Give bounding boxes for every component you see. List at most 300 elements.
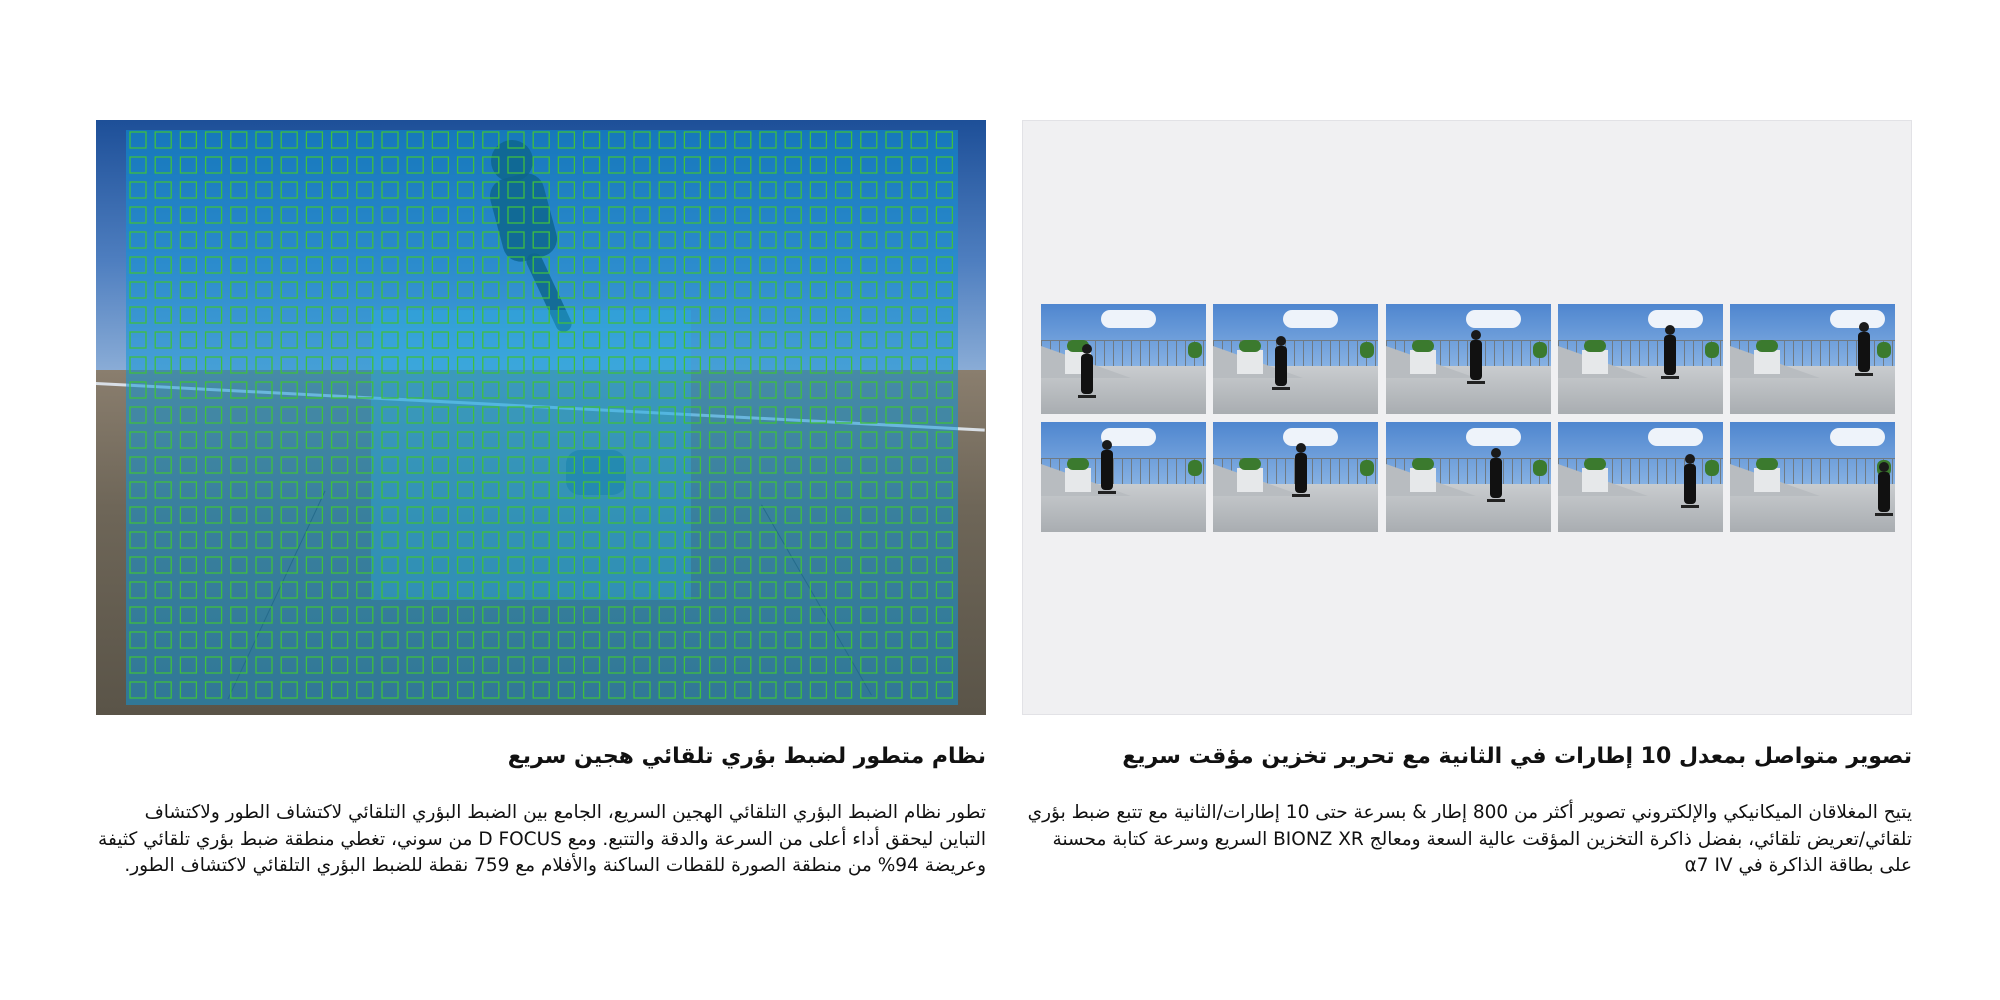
af-point bbox=[861, 182, 877, 198]
af-point bbox=[256, 432, 272, 448]
af-point bbox=[508, 407, 524, 423]
af-point bbox=[785, 507, 801, 523]
af-point bbox=[785, 382, 801, 398]
af-point bbox=[785, 657, 801, 673]
af-point bbox=[609, 282, 625, 298]
af-point bbox=[836, 457, 852, 473]
af-point bbox=[810, 157, 826, 173]
af-point bbox=[256, 207, 272, 223]
af-point bbox=[886, 657, 902, 673]
af-point bbox=[861, 207, 877, 223]
af-point bbox=[533, 357, 549, 373]
af-point bbox=[861, 157, 877, 173]
af-point bbox=[634, 157, 650, 173]
af-point bbox=[332, 607, 348, 623]
af-point bbox=[836, 482, 852, 498]
af-point bbox=[281, 507, 297, 523]
af-point bbox=[684, 207, 700, 223]
af-point bbox=[357, 132, 373, 148]
af-point bbox=[584, 307, 600, 323]
af-point bbox=[684, 282, 700, 298]
af-point bbox=[306, 257, 322, 273]
af-point bbox=[357, 507, 373, 523]
af-point bbox=[886, 482, 902, 498]
af-point bbox=[332, 407, 348, 423]
af-point bbox=[357, 482, 373, 498]
af-point bbox=[760, 207, 776, 223]
af-point bbox=[231, 207, 247, 223]
af-point bbox=[810, 657, 826, 673]
af-point bbox=[659, 432, 675, 448]
af-point bbox=[306, 607, 322, 623]
af-point bbox=[710, 132, 726, 148]
af-point bbox=[634, 357, 650, 373]
af-point bbox=[735, 457, 751, 473]
burst-frame bbox=[1041, 422, 1206, 532]
af-point bbox=[458, 557, 474, 573]
af-point bbox=[810, 607, 826, 623]
af-point bbox=[735, 132, 751, 148]
af-point bbox=[332, 532, 348, 548]
af-point bbox=[458, 232, 474, 248]
af-point bbox=[760, 607, 776, 623]
af-point bbox=[508, 557, 524, 573]
af-point bbox=[810, 357, 826, 373]
af-point bbox=[886, 232, 902, 248]
af-point bbox=[432, 157, 448, 173]
af-point bbox=[710, 457, 726, 473]
af-point bbox=[760, 557, 776, 573]
af-point bbox=[684, 507, 700, 523]
af-point bbox=[836, 132, 852, 148]
af-point bbox=[130, 132, 146, 148]
af-point bbox=[432, 357, 448, 373]
af-point bbox=[306, 332, 322, 348]
af-point bbox=[886, 182, 902, 198]
af-point bbox=[231, 532, 247, 548]
af-point bbox=[684, 407, 700, 423]
af-point bbox=[357, 307, 373, 323]
af-point bbox=[130, 582, 146, 598]
af-point bbox=[810, 207, 826, 223]
af-point bbox=[634, 432, 650, 448]
af-point bbox=[407, 232, 423, 248]
af-point bbox=[155, 482, 171, 498]
af-point bbox=[609, 657, 625, 673]
af-point bbox=[785, 332, 801, 348]
af-point bbox=[357, 257, 373, 273]
af-point bbox=[432, 332, 448, 348]
af-point bbox=[407, 482, 423, 498]
af-point bbox=[558, 482, 574, 498]
af-point bbox=[785, 282, 801, 298]
af-point bbox=[180, 632, 196, 648]
af-point bbox=[332, 132, 348, 148]
af-point bbox=[584, 232, 600, 248]
af-point bbox=[558, 557, 574, 573]
af-point bbox=[231, 382, 247, 398]
af-point bbox=[281, 582, 297, 598]
af-point bbox=[760, 457, 776, 473]
af-point bbox=[357, 607, 373, 623]
af-point bbox=[155, 307, 171, 323]
af-point bbox=[659, 532, 675, 548]
af-point bbox=[684, 307, 700, 323]
af-point bbox=[911, 532, 927, 548]
af-point bbox=[936, 132, 952, 148]
af-point bbox=[256, 132, 272, 148]
af-point bbox=[584, 182, 600, 198]
af-point bbox=[836, 632, 852, 648]
af-point bbox=[432, 382, 448, 398]
af-point bbox=[382, 407, 398, 423]
af-point bbox=[180, 457, 196, 473]
af-point bbox=[180, 607, 196, 623]
af-point bbox=[760, 307, 776, 323]
af-point bbox=[659, 632, 675, 648]
af-point bbox=[886, 332, 902, 348]
af-point bbox=[710, 507, 726, 523]
af-point bbox=[508, 382, 524, 398]
af-point bbox=[558, 457, 574, 473]
af-point bbox=[180, 382, 196, 398]
af-point bbox=[533, 307, 549, 323]
af-point bbox=[810, 582, 826, 598]
af-point bbox=[861, 632, 877, 648]
af-point bbox=[936, 332, 952, 348]
af-point bbox=[306, 682, 322, 698]
af-point bbox=[357, 632, 373, 648]
af-point bbox=[735, 557, 751, 573]
af-point bbox=[785, 557, 801, 573]
af-point bbox=[407, 457, 423, 473]
af-point bbox=[584, 332, 600, 348]
af-point bbox=[659, 607, 675, 623]
af-point bbox=[861, 132, 877, 148]
af-point bbox=[760, 132, 776, 148]
af-point bbox=[508, 182, 524, 198]
af-point bbox=[332, 307, 348, 323]
af-point bbox=[231, 357, 247, 373]
af-point bbox=[533, 132, 549, 148]
af-point bbox=[231, 682, 247, 698]
af-point bbox=[710, 282, 726, 298]
af-point bbox=[130, 382, 146, 398]
af-point bbox=[735, 657, 751, 673]
af-point bbox=[407, 157, 423, 173]
af-point bbox=[710, 257, 726, 273]
af-point bbox=[936, 432, 952, 448]
af-point bbox=[886, 557, 902, 573]
af-point bbox=[130, 432, 146, 448]
af-point bbox=[206, 632, 222, 648]
af-point bbox=[785, 457, 801, 473]
af-point bbox=[206, 157, 222, 173]
af-point bbox=[432, 682, 448, 698]
af-point bbox=[130, 207, 146, 223]
af-point bbox=[810, 407, 826, 423]
af-point bbox=[886, 157, 902, 173]
af-point bbox=[810, 382, 826, 398]
af-point bbox=[584, 207, 600, 223]
af-point bbox=[710, 382, 726, 398]
af-point bbox=[155, 282, 171, 298]
af-point bbox=[130, 182, 146, 198]
af-point bbox=[684, 157, 700, 173]
af-point bbox=[861, 357, 877, 373]
af-point bbox=[634, 532, 650, 548]
af-point bbox=[357, 682, 373, 698]
af-point bbox=[256, 357, 272, 373]
af-point bbox=[206, 182, 222, 198]
af-point bbox=[659, 132, 675, 148]
af-point bbox=[584, 432, 600, 448]
burst-frame bbox=[1213, 422, 1378, 532]
af-point bbox=[357, 407, 373, 423]
af-point bbox=[584, 157, 600, 173]
af-point bbox=[785, 582, 801, 598]
af-point bbox=[332, 482, 348, 498]
af-point bbox=[332, 182, 348, 198]
af-point bbox=[735, 232, 751, 248]
af-point bbox=[634, 207, 650, 223]
af-point bbox=[634, 282, 650, 298]
af-point bbox=[155, 132, 171, 148]
af-point bbox=[306, 482, 322, 498]
af-point bbox=[407, 607, 423, 623]
af-point bbox=[155, 157, 171, 173]
af-point bbox=[357, 532, 373, 548]
af-point bbox=[558, 432, 574, 448]
af-point bbox=[458, 582, 474, 598]
af-point bbox=[206, 457, 222, 473]
af-point bbox=[256, 632, 272, 648]
af-point bbox=[710, 407, 726, 423]
af-point bbox=[609, 432, 625, 448]
af-point bbox=[508, 657, 524, 673]
af-point bbox=[609, 582, 625, 598]
af-point bbox=[861, 682, 877, 698]
af-point bbox=[382, 582, 398, 598]
af-point bbox=[911, 307, 927, 323]
af-point bbox=[382, 257, 398, 273]
af-point bbox=[306, 382, 322, 398]
af-point bbox=[180, 132, 196, 148]
af-point bbox=[357, 157, 373, 173]
af-point bbox=[533, 407, 549, 423]
af-point bbox=[936, 632, 952, 648]
af-point bbox=[785, 257, 801, 273]
af-points-grid bbox=[96, 120, 986, 715]
af-point bbox=[785, 207, 801, 223]
af-point bbox=[584, 682, 600, 698]
af-point bbox=[306, 532, 322, 548]
af-point bbox=[206, 657, 222, 673]
af-point bbox=[206, 582, 222, 598]
af-point bbox=[584, 482, 600, 498]
af-point bbox=[508, 307, 524, 323]
af-point bbox=[810, 532, 826, 548]
af-point bbox=[281, 357, 297, 373]
af-point bbox=[155, 207, 171, 223]
af-point bbox=[760, 532, 776, 548]
burst-feature-description: يتيح المغلاقان الميكانيكي والإلكتروني تصوير أكثر من 800 إطار & بسرعة حتى 10 إطارات/الثانية مع تتبع ضبط بؤري تلقائي/تعريض تلقائي، بفضل ذاكرة التخزين المؤقت عالية السعة ومعالج BIONZ XR السريع وسرعة كتابة محسنة على بطاقة الذاكرة في α7 IV bbox=[1027, 802, 1912, 876]
af-point bbox=[861, 332, 877, 348]
af-point bbox=[886, 132, 902, 148]
af-point bbox=[458, 257, 474, 273]
af-point bbox=[886, 532, 902, 548]
af-point bbox=[231, 332, 247, 348]
af-point bbox=[130, 157, 146, 173]
af-point bbox=[861, 232, 877, 248]
af-point bbox=[458, 157, 474, 173]
af-point bbox=[432, 407, 448, 423]
af-point bbox=[281, 307, 297, 323]
af-point bbox=[256, 682, 272, 698]
af-point bbox=[483, 607, 499, 623]
af-point bbox=[130, 232, 146, 248]
af-point bbox=[458, 632, 474, 648]
af-point bbox=[483, 257, 499, 273]
af-point bbox=[508, 532, 524, 548]
af-point bbox=[558, 182, 574, 198]
af-point bbox=[810, 482, 826, 498]
af-point bbox=[382, 682, 398, 698]
af-point bbox=[458, 332, 474, 348]
af-point bbox=[458, 307, 474, 323]
af-point bbox=[911, 382, 927, 398]
af-point bbox=[382, 432, 398, 448]
af-point bbox=[684, 232, 700, 248]
af-point bbox=[760, 657, 776, 673]
af-point bbox=[684, 382, 700, 398]
af-point bbox=[936, 407, 952, 423]
af-point bbox=[281, 407, 297, 423]
af-point bbox=[558, 682, 574, 698]
af-point bbox=[332, 157, 348, 173]
af-point bbox=[810, 232, 826, 248]
af-point bbox=[458, 407, 474, 423]
af-point bbox=[936, 157, 952, 173]
af-point bbox=[659, 182, 675, 198]
af-point bbox=[281, 682, 297, 698]
af-point bbox=[861, 482, 877, 498]
af-point bbox=[886, 632, 902, 648]
af-point bbox=[886, 507, 902, 523]
af-point bbox=[584, 557, 600, 573]
af-point bbox=[609, 232, 625, 248]
af-point bbox=[760, 282, 776, 298]
af-point bbox=[483, 657, 499, 673]
af-point bbox=[180, 532, 196, 548]
af-point bbox=[886, 582, 902, 598]
af-point bbox=[760, 257, 776, 273]
af-point bbox=[155, 232, 171, 248]
af-point bbox=[206, 407, 222, 423]
af-point bbox=[684, 357, 700, 373]
af-point bbox=[810, 182, 826, 198]
af-point bbox=[155, 507, 171, 523]
af-point bbox=[760, 232, 776, 248]
af-point bbox=[357, 282, 373, 298]
af-point bbox=[256, 332, 272, 348]
af-point bbox=[533, 157, 549, 173]
burst-frame bbox=[1558, 304, 1723, 414]
af-point bbox=[306, 557, 322, 573]
af-point bbox=[407, 282, 423, 298]
af-point bbox=[861, 607, 877, 623]
af-point bbox=[281, 432, 297, 448]
af-point bbox=[911, 557, 927, 573]
af-point bbox=[710, 232, 726, 248]
af-point bbox=[659, 407, 675, 423]
af-point bbox=[634, 382, 650, 398]
af-point bbox=[634, 132, 650, 148]
af-point bbox=[836, 357, 852, 373]
af-point bbox=[130, 307, 146, 323]
af-point bbox=[836, 682, 852, 698]
af-point bbox=[659, 307, 675, 323]
af-point bbox=[508, 682, 524, 698]
af-point bbox=[911, 682, 927, 698]
af-point bbox=[306, 407, 322, 423]
af-point bbox=[785, 607, 801, 623]
af-point bbox=[281, 257, 297, 273]
af-point bbox=[432, 657, 448, 673]
af-point bbox=[231, 432, 247, 448]
af-point bbox=[281, 532, 297, 548]
af-point bbox=[911, 332, 927, 348]
af-point bbox=[659, 207, 675, 223]
af-point bbox=[684, 632, 700, 648]
af-point bbox=[760, 382, 776, 398]
af-point bbox=[533, 232, 549, 248]
af-point bbox=[609, 482, 625, 498]
af-point bbox=[483, 332, 499, 348]
af-point bbox=[508, 257, 524, 273]
af-point bbox=[281, 132, 297, 148]
af-point bbox=[332, 457, 348, 473]
af-point bbox=[180, 332, 196, 348]
af-point bbox=[483, 507, 499, 523]
af-point bbox=[861, 307, 877, 323]
af-point bbox=[684, 557, 700, 573]
af-point bbox=[508, 332, 524, 348]
af-point bbox=[432, 632, 448, 648]
af-point bbox=[785, 357, 801, 373]
af-point bbox=[231, 557, 247, 573]
af-point bbox=[911, 182, 927, 198]
burst-frame bbox=[1730, 422, 1895, 532]
af-point bbox=[483, 432, 499, 448]
af-point bbox=[357, 457, 373, 473]
af-point bbox=[861, 282, 877, 298]
af-point bbox=[659, 357, 675, 373]
af-point bbox=[911, 407, 927, 423]
af-point bbox=[382, 307, 398, 323]
af-point bbox=[508, 482, 524, 498]
af-point bbox=[533, 382, 549, 398]
af-point bbox=[231, 582, 247, 598]
af-point bbox=[735, 607, 751, 623]
af-point bbox=[533, 282, 549, 298]
af-point bbox=[332, 632, 348, 648]
af-point bbox=[634, 307, 650, 323]
af-point bbox=[382, 532, 398, 548]
af-point bbox=[836, 432, 852, 448]
af-point bbox=[458, 282, 474, 298]
af-point bbox=[155, 557, 171, 573]
